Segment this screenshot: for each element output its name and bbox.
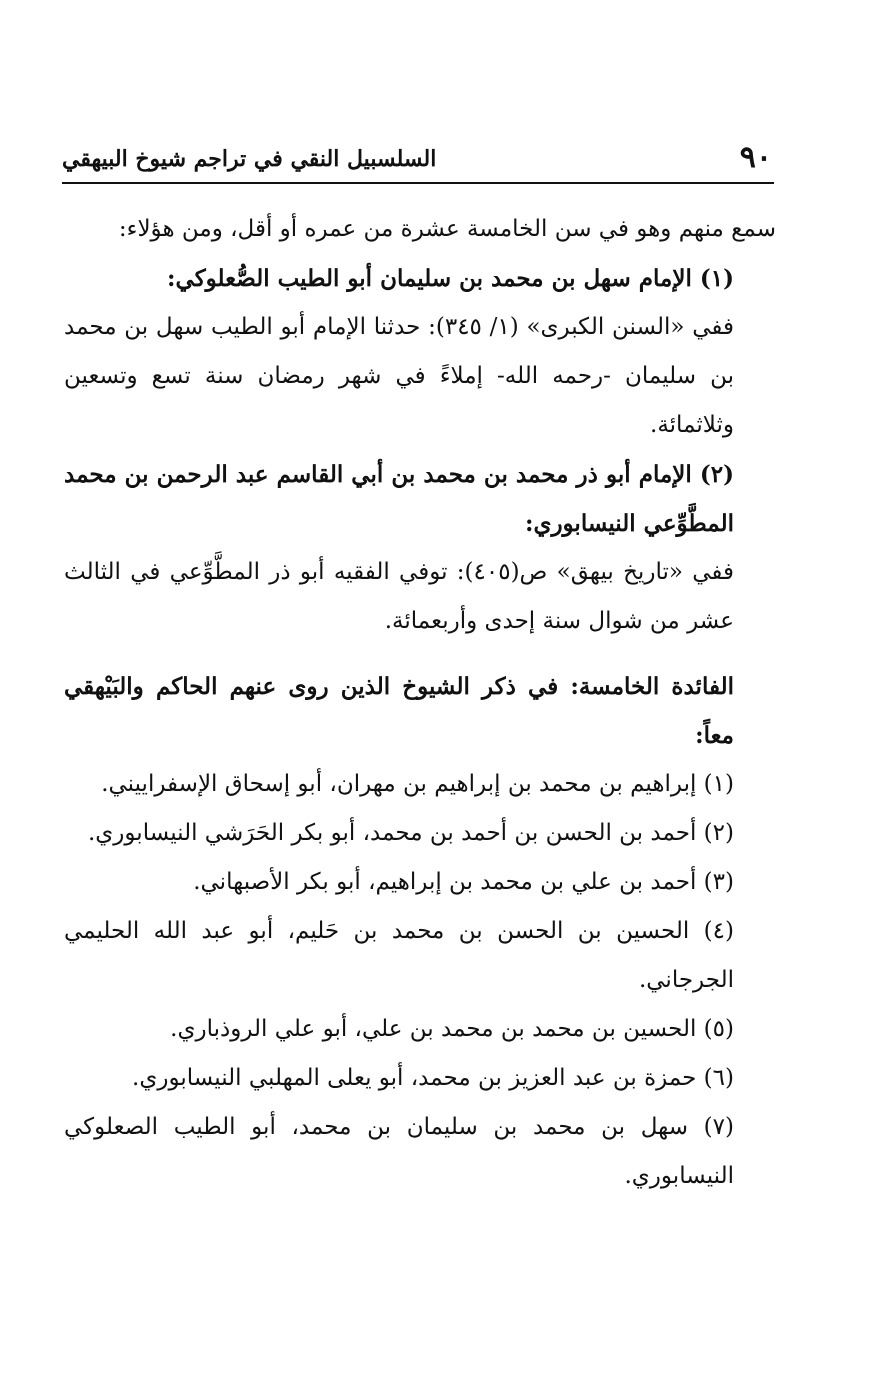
entry-2-text: ففي «تاريخ بيهق» ص(٤٠٥): توفي الفقيه أبو ذر المطَّوِّعي في الثالث عشر من شوال سنة إحدى وأربعمائة. bbox=[64, 559, 734, 634]
list-item-5: (٥) الحسين بن محمد بن محمد بن علي، أبو علي الروذباري. bbox=[170, 1016, 734, 1042]
entry-1-heading: (١) الإمام سهل بن محمد بن سليمان أبو الطيب الصُّعلوكي: bbox=[167, 265, 734, 292]
list-item-2: (٢) أحمد بن الحسن بن أحمد بن محمد، أبو بكر الحَرَشي النيسابوري. bbox=[87, 820, 734, 846]
book-title: السلسبيل النقي في تراجم شيوخ البيهقي bbox=[62, 146, 437, 172]
body-text bbox=[64, 205, 776, 1201]
page-number: ٩٠ bbox=[739, 140, 772, 175]
running-header bbox=[62, 140, 772, 180]
list-item-6: (٦) حمزة بن عبد العزيز بن محمد، أبو يعلى المهلبي النيسابوري. bbox=[132, 1065, 734, 1091]
list-item-7: (٧) سهل بن محمد بن سليمان بن محمد، أبو الطيب الصعلوكي النيسابوري. bbox=[64, 1114, 734, 1189]
intro-paragraph: سمع منهم وهو في سن الخامسة عشرة من عمره أو أقل، ومن هؤلاء: bbox=[118, 216, 776, 242]
list-item-4: (٤) الحسين بن الحسن بن محمد بن حَليم، أبو عبد الله الحليمي الجرجاني. bbox=[64, 918, 734, 993]
entry-2-heading: (٢) الإمام أبو ذر محمد بن محمد بن أبي القاسم عبد الرحمن بن محمد المطَّوِّعي النيسابوري: bbox=[64, 461, 734, 537]
list-item-1: (١) إبراهيم بن محمد بن إبراهيم بن مهران، أبو إسحاق الإسفراييني. bbox=[101, 771, 734, 797]
section-heading: الفائدة الخامسة: في ذكر الشيوخ الذين روى عنهم الحاكم والبَيْهقي معاً: bbox=[64, 673, 734, 749]
entry-1-text: ففي «السنن الكبرى» (١/ ٣٤٥): حدثنا الإمام أبو الطيب سهل بن محمد بن سليمان -رحمه الله- إملاءً في شهر رمضان سنة تسع وتسعين وثلاثمائة. bbox=[64, 314, 735, 438]
list-item-3: (٣) أحمد بن علي بن محمد بن إبراهيم، أبو بكر الأصبهاني. bbox=[193, 869, 734, 895]
header-rule bbox=[62, 182, 774, 184]
